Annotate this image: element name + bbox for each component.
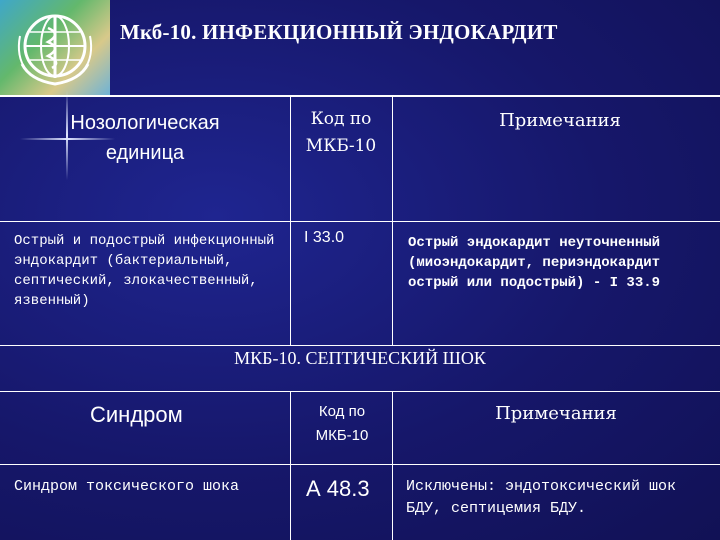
page-title: Мкб-10. ИНФЕКЦИОННЫЙ ЭНДОКАРДИТ xyxy=(120,20,558,44)
table1-cell-code: I 33.0 xyxy=(304,229,345,246)
table2-header-notes: Примечания xyxy=(495,403,617,424)
table1-header-unit: Нозологическая единица xyxy=(70,112,220,164)
section2-title: МКБ-10. СЕПТИЧЕСКИЙ ШОК xyxy=(234,348,486,368)
table2-top-border xyxy=(0,391,720,392)
table1-col-divider xyxy=(392,95,393,345)
table2-header-syndrome: Синдром xyxy=(90,402,183,427)
table1-header-code: Код по МКБ-10 xyxy=(305,109,377,156)
table1-bottom-border xyxy=(0,345,720,346)
table1-row-divider xyxy=(0,221,720,222)
table2-row-divider xyxy=(0,464,720,465)
logo xyxy=(0,0,110,95)
table2-cell-syndrome: Синдром токсического шока xyxy=(14,478,240,495)
table1-top-border xyxy=(0,95,720,97)
table1-cell-unit: Острый и подострый инфекционный эндокардит (бактериальный, септический, злокачественный, язвенный) xyxy=(14,233,275,309)
table1-col-divider xyxy=(290,95,291,345)
table2-col-divider xyxy=(392,391,393,540)
table2-cell-notes: Исключены: эндотоксический шок БДУ, септицемия БДУ. xyxy=(406,478,677,517)
who-emblem-icon xyxy=(8,6,102,90)
table1-header-notes: Примечания xyxy=(499,110,621,131)
table2-cell-code: А 48.3 xyxy=(306,476,370,501)
table1-cell-notes: Острый эндокардит неуточненный (миоэндокардит, периэндокардит острый или подострый) - I 33.9 xyxy=(408,235,661,291)
table2-header-code: Код по МКБ-10 xyxy=(315,403,369,444)
table2-col-divider xyxy=(290,391,291,540)
